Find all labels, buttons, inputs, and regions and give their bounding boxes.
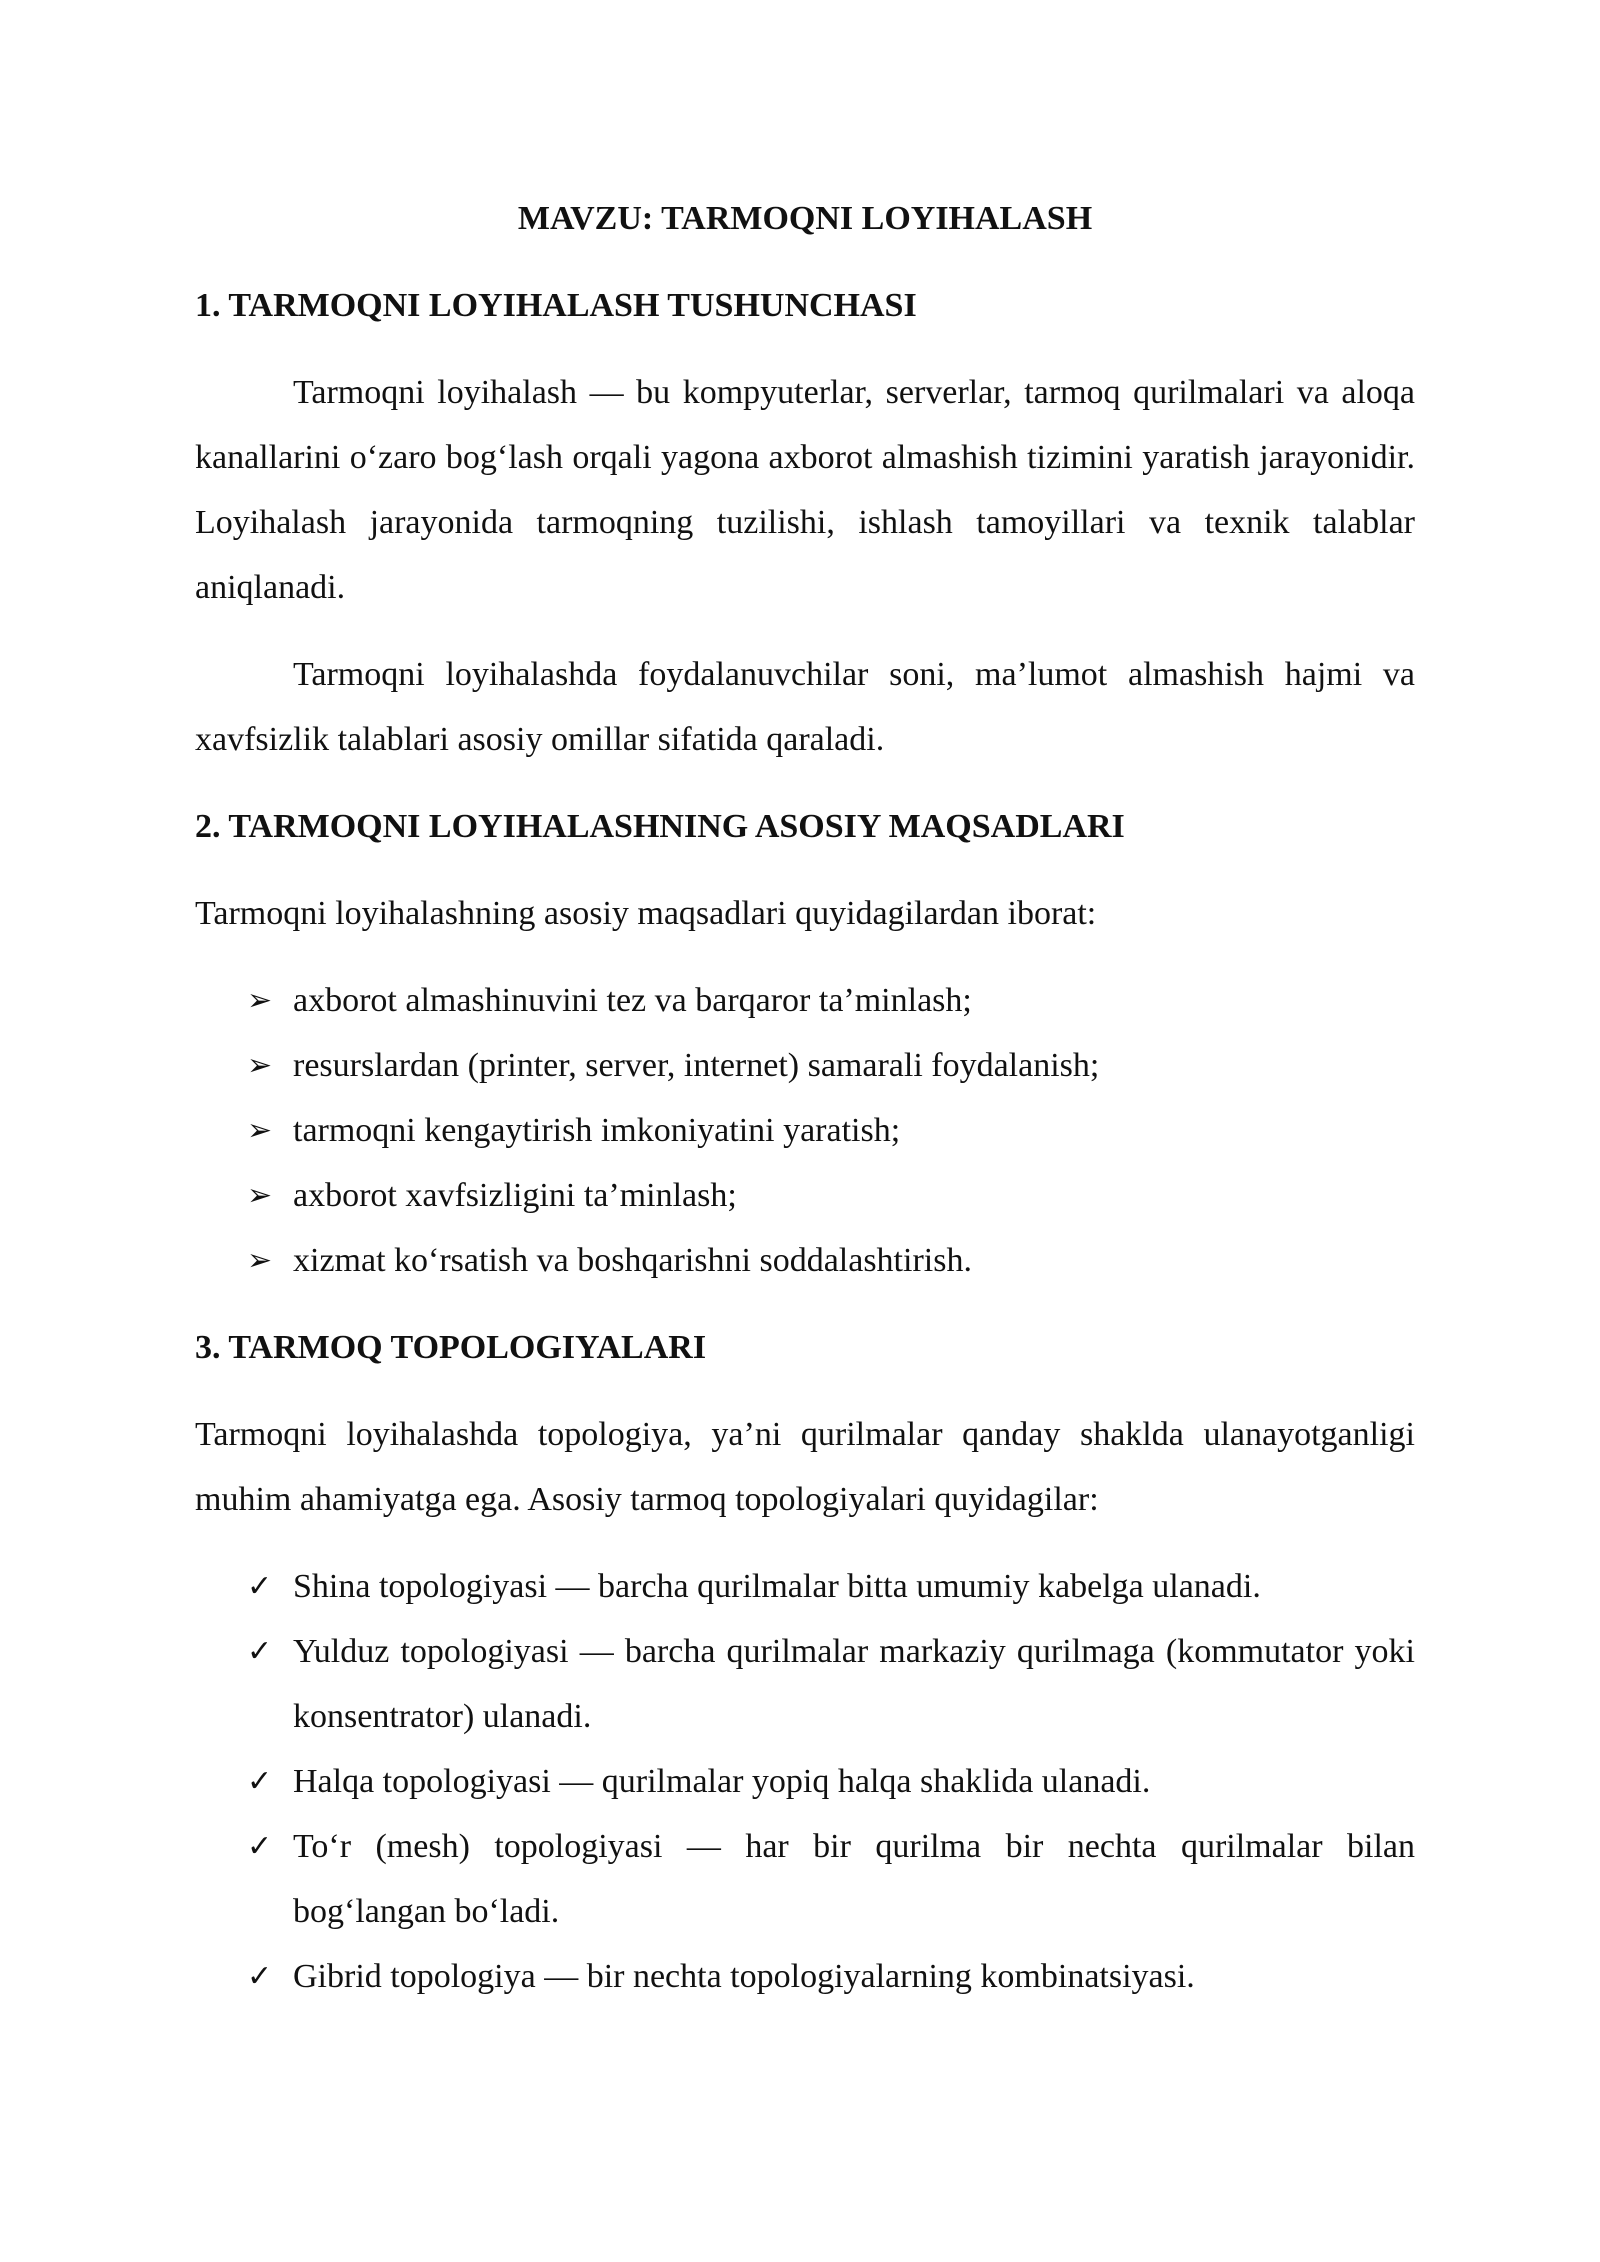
checkmark-bullet-icon: ✓: [247, 1829, 273, 1864]
document-title: MAVZU: TARMOQNI LOYIHALASH: [517, 200, 1093, 237]
checkmark-bullet-icon: ✓: [247, 1569, 273, 1604]
list-item-text: resurslardan (printer, server, internet) samarali foydalanish;: [293, 1047, 1100, 1084]
checkmark-bullet-icon: ✓: [247, 1634, 273, 1669]
arrow-bullet-icon: ➢: [247, 983, 273, 1018]
list-item: [195, 1163, 1415, 1228]
arrow-bullet-icon: ➢: [247, 1048, 273, 1083]
list-item-text: tarmoqni kengaytirish imkoniyatini yaratish;: [293, 1112, 901, 1149]
list-item-text: axborot almashinuvini tez va barqaror ta’minlash;: [293, 982, 972, 1019]
list-item: [195, 1944, 1415, 2009]
list-item: [195, 1749, 1415, 1814]
list-item: [195, 1814, 1415, 1944]
list-item: [195, 1554, 1415, 1619]
list-item-text: xizmat ko‘rsatish va boshqarishni soddalashtirish.: [293, 1242, 972, 1279]
list-item-text: Yulduz topologiyasi — barcha qurilmalar markaziy qurilmaga (kommutator yoki konsentrator) ulanadi.: [293, 1633, 1415, 1735]
section-2-intro: Tarmoqni loyihalashning asosiy maqsadlari quyidagilardan iborat:: [195, 895, 1097, 932]
section-1-heading: 1. TARMOQNI LOYIHALASH TUSHUNCHASI: [195, 287, 917, 324]
section-3-intro: Tarmoqni loyihalashda topologiya, ya’ni qurilmalar qanday shaklda ulanayotganligi muhim ahamiyatga ega. Asosiy tarmoq topologiyalari quyidagilar:: [195, 1416, 1415, 1518]
list-item-text: Gibrid topologiya — bir nechta topologiyalarning kombinatsiyasi.: [293, 1958, 1195, 1995]
section-3-heading: 3. TARMOQ TOPOLOGIYALARI: [195, 1329, 707, 1366]
section-1-paragraph-2: Tarmoqni loyihalashda foydalanuvchilar soni, ma’lumot almashish hajmi va xavfsizlik talablari asosiy omillar sifatida qaraladi.: [195, 656, 1415, 758]
list-item-text: Halqa topologiyasi — qurilmalar yopiq halqa shaklida ulanadi.: [293, 1763, 1151, 1800]
arrow-bullet-icon: ➢: [247, 1243, 273, 1278]
checkmark-bullet-icon: ✓: [247, 1959, 273, 1994]
goals-list: [195, 968, 1415, 1293]
list-item-text: Shina topologiyasi — barcha qurilmalar bitta umumiy kabelga ulanadi.: [293, 1568, 1261, 1605]
list-item-text: To‘r (mesh) topologiyasi — har bir qurilma bir nechta qurilmalar bilan bog‘langan bo‘ladi.: [293, 1828, 1415, 1930]
section-2-heading: 2. TARMOQNI LOYIHALASHNING ASOSIY MAQSADLARI: [195, 808, 1125, 845]
list-item: [195, 1619, 1415, 1749]
section-1-paragraph-1: Tarmoqni loyihalash — bu kompyuterlar, serverlar, tarmoq qurilmalari va aloqa kanallarini o‘zaro bog‘lash orqali yagona axborot almashish tizimini yaratish jarayonidir. Loyihalash jarayonida tarmoqning tuzilishi, ishlash tamoyillari va texnik talablar aniqlanadi.: [195, 374, 1415, 606]
list-item: [195, 1098, 1415, 1163]
list-item: [195, 1228, 1415, 1293]
list-item: [195, 1033, 1415, 1098]
arrow-bullet-icon: ➢: [247, 1178, 273, 1213]
topologies-list: [195, 1554, 1415, 2009]
arrow-bullet-icon: ➢: [247, 1113, 273, 1148]
list-item: [195, 968, 1415, 1033]
list-item-text: axborot xavfsizligini ta’minlash;: [293, 1177, 737, 1214]
checkmark-bullet-icon: ✓: [247, 1764, 273, 1799]
